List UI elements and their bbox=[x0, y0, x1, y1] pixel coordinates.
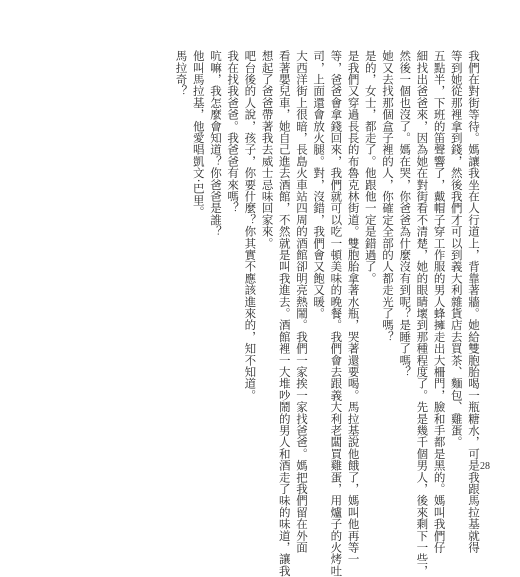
paragraph: 馬拉奇？ bbox=[174, 50, 189, 97]
paragraph: 大西洋街上很暗，長島火車站四周的酒館卻明亮熱鬧。我們一家挨一家找爸爸。媽把我們留在外面 bbox=[294, 50, 309, 554]
paragraph: 等，爸爸會拿錢回來，我們就可以吃一頓美味的晚餐。我們會去跟義大利老闆買雞蛋，用爐子的火烤吐 bbox=[329, 50, 344, 577]
paragraph: 是我們又穿過長長的布魯克林街道。雙胞胎拿著水瓶，哭著還要喝。馬拉基說他餓了，媽叫他再等一 bbox=[346, 50, 361, 565]
page-number: 28 bbox=[480, 461, 490, 472]
paragraph: 細找出爸爸來，因為她在對街看不清楚，她的眼睛壞到那種程度了。先是幾千個男人，後來剩下一些， bbox=[415, 50, 430, 577]
paragraph: 司，上面還會放火腿。對，沒錯，我們會又飽又暖。 bbox=[312, 50, 327, 320]
body-text bbox=[172, 50, 482, 577]
paragraph: 她又去找那個盒子裡的人，你確定全部的人都走光了嗎？ bbox=[380, 50, 395, 343]
paragraph: 吧台後的人說，孩子，你要什麼？你其實不應該進來的，知不知道。 bbox=[243, 50, 258, 401]
paragraph: 看著嬰兒車，她自己進去酒館，不然就是叫我進去。酒館裡一大堆吵鬧的男人和酒走了味的味道，讓我 bbox=[277, 50, 292, 577]
paragraph: 吭嘛，我怎麼會知道？你爸爸是誰？ bbox=[208, 50, 223, 238]
paragraph: 然後一個也沒了。媽在哭，你爸爸為什麼沒有到呢？是睡了嗎？ bbox=[398, 50, 413, 378]
paragraph: 他叫馬拉基，他愛唱凱文·巴里。 bbox=[191, 50, 206, 218]
paragraph: 我們在對街等待。媽讓我坐在人行道上，背靠著牆。她給雙胞胎喝一瓶糖水，可是我跟馬拉基就得 bbox=[467, 50, 481, 554]
paragraph: 等到她從那裡拿到錢，然後我們才可以到義大利雜貨店去買茶、麵包、雞蛋。 bbox=[449, 50, 464, 448]
paragraph: 想起了爸爸帶著我去威士忌味回家來。 bbox=[260, 50, 275, 249]
paragraph: 我在找我爸爸。我爸爸有來嗎？ bbox=[226, 50, 241, 214]
paragraph: 是的，女士，都走了。他跟他一定是錯過了。 bbox=[363, 50, 378, 284]
paragraph: 五點半，下班的笛聲響了，戴帽子穿工作服的男人蜂擁走出大柵門，臉和手都是黑的。媽叫我們仔 bbox=[432, 50, 447, 554]
